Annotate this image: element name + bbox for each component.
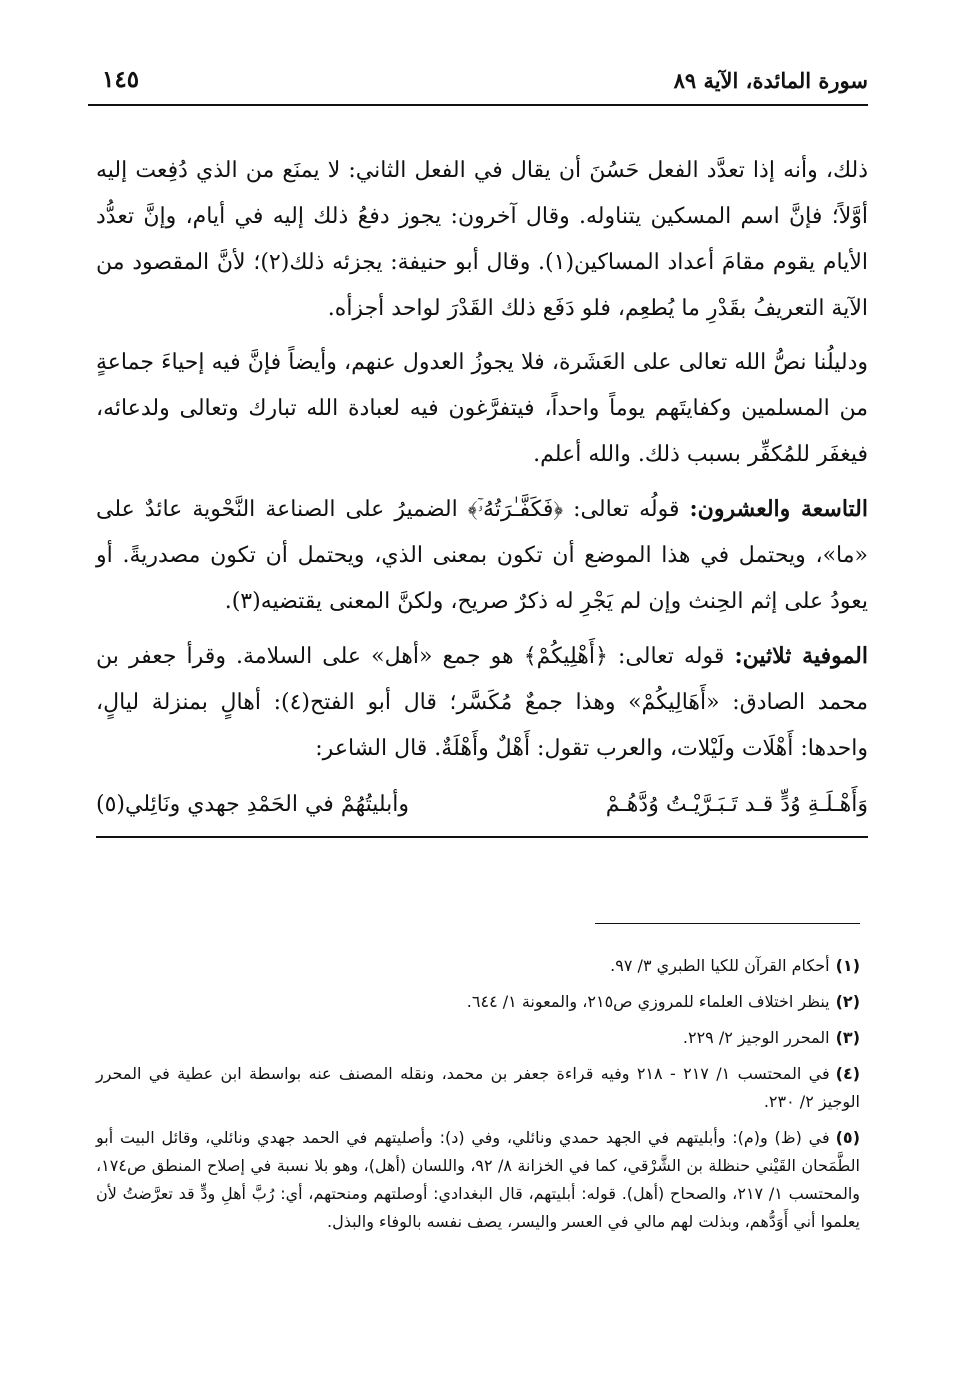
page-header	[88, 62, 868, 106]
main-text	[96, 148, 868, 838]
footnote-marker: (٣)	[835, 1028, 860, 1047]
verse-first-hemistich: وَأَهْـلَـةِ وُدٍّ قـد تَـبَـرَّيْـتُ وُدَّهُـمْ	[605, 792, 868, 817]
footnote-marker: (٢)	[835, 992, 860, 1011]
footnote-text: أحكام القرآن للكيا الطبري ٣/ ٩٧.	[610, 956, 830, 975]
footnote	[96, 1124, 860, 1236]
paragraph	[96, 633, 868, 772]
header-rule	[88, 104, 868, 106]
paragraph	[96, 486, 868, 625]
paragraph-text: قولُه تعالى: ﴿فَكَفَّـٰرَتُهُۥٓ﴾ الضميرُ على الصناعة النَّحْوية عائدٌ على «ما»، ويحتمل في هذا الموضع أن تكون بمعنى الذي، ويحتمل أن تكون مصدريةً. أو يعودُ على إثم الحِنث وإن لم يَجْرِ له ذكرٌ صريح، ولكنَّ المعنى يقتضيه(٣).	[96, 497, 868, 614]
paragraph: ذلك، وأنه إذا تعدَّد الفعل حَسُنَ أن يقال في الفعل الثاني: لا يمنَع من الذي دُفِعت إليه أوَّلاً؛ فإنَّ اسم المسكين يتناوله. وقال آخرون: يجوز دفعُ ذلك إليه في أيام، وإنَّ تعدُّد الأيام يقوم مقامَ أعداد المساكين(١). وقال أبو حنيفة: يجزئه ذلك(٢)؛ لأنَّ المقصود من الآية التعريفُ بقَدْرِ ما يُطعِم، فلو دَفَع ذلك القَدْرَ لواحد أجزأه.	[96, 158, 868, 321]
page-number: ١٤٥	[102, 66, 140, 93]
footnote	[96, 952, 860, 980]
paragraph-text: قوله تعالى: ﴿أَهْلِيكُمْ﴾ هو جمع «أهل» على السلامة. وقرأ جعفر بن محمد الصادق: «أَهَالِيكُمْ» وهذا جمعٌ مُكَسَّر؛ قال أبو الفتح(٤): أهالٍ بمنزلة ليالٍ، واحدها: أَهْلَات ولَيْلات، والعرب تقول: أَهْلٌ وأَهْلَةٌ. قال الشاعر:	[96, 644, 868, 761]
footnote	[96, 1024, 860, 1052]
footnote	[96, 988, 860, 1016]
footnote-text: في (ظ) و(م): وأبليتهم في الجهد حمدي ونائلي، وفي (د): وأصليتهم في الحمد جهدي ونائلي، وقائل البيت أبو الطَّمَحان القَيْني حنظلة بن الشَّرْقي، كما في الخزانة ٨/ ٩٢، واللسان (أهل)، وهو بلا نسبة في إصلاح المنطق ص١٧٤، والمحتسب ١/ ٢١٧، والصحاح (أهل). قوله: أبليتهم، قال البغدادي: أوصلتهم ومنحتهم، أي: رُبَّ أهلِ ودٍّ قد تعرَّضتُ لأن يعلموا أني أَوَدُّهم، وبذلت لهم مالي في العسر واليسر، يصف نفسه بالوفاء والبذل.	[96, 1128, 861, 1231]
footnotes	[96, 952, 860, 1244]
section-heading: الموفية ثلاثين:	[734, 643, 868, 669]
footnote-text: ينظر اختلاف العلماء للمروزي ص٢١٥، والمعونة ١/ ٦٤٤.	[466, 992, 830, 1011]
verse-second-hemistich: وأبليتُهُمْ في الحَمْدِ جهدي ونَائِلي(٥)	[96, 792, 410, 817]
footnote-text: المحرر الوجيز ٢/ ٢٢٩.	[682, 1028, 830, 1047]
footnote	[96, 1060, 860, 1116]
footnote-marker: (١)	[835, 956, 860, 975]
section-heading: التاسعة والعشرون:	[689, 496, 868, 522]
footnote-marker: (٥)	[835, 1128, 860, 1147]
poetry-verse	[96, 780, 868, 838]
running-title: سورة المائدة، الآية ٨٩	[673, 68, 868, 93]
paragraph: ودليلُنا نصُّ الله تعالى على العَشَرة، فلا يجوزُ العدول عنهم، وأيضاً فإنَّ فيه إحياءَ جماعةٍ من المسلمين وكفايتَهم يوماً واحداً، فيتفرَّغون فيه لعبادة الله تبارك وتعالى ولدعائه، فيغفَر للمُكفِّر بسبب ذلك. والله أعلم.	[96, 350, 868, 467]
footnote-rule	[595, 923, 860, 924]
footnote-marker: (٤)	[835, 1064, 861, 1083]
footnote-text: في المحتسب ١/ ٢١٧ - ٢١٨ وفيه قراءة جعفر بن محمد، ونقله المصنف عنه بواسطة ابن عطية في المحرر الوجيز ٢/ ٢٣٠.	[96, 1064, 860, 1111]
